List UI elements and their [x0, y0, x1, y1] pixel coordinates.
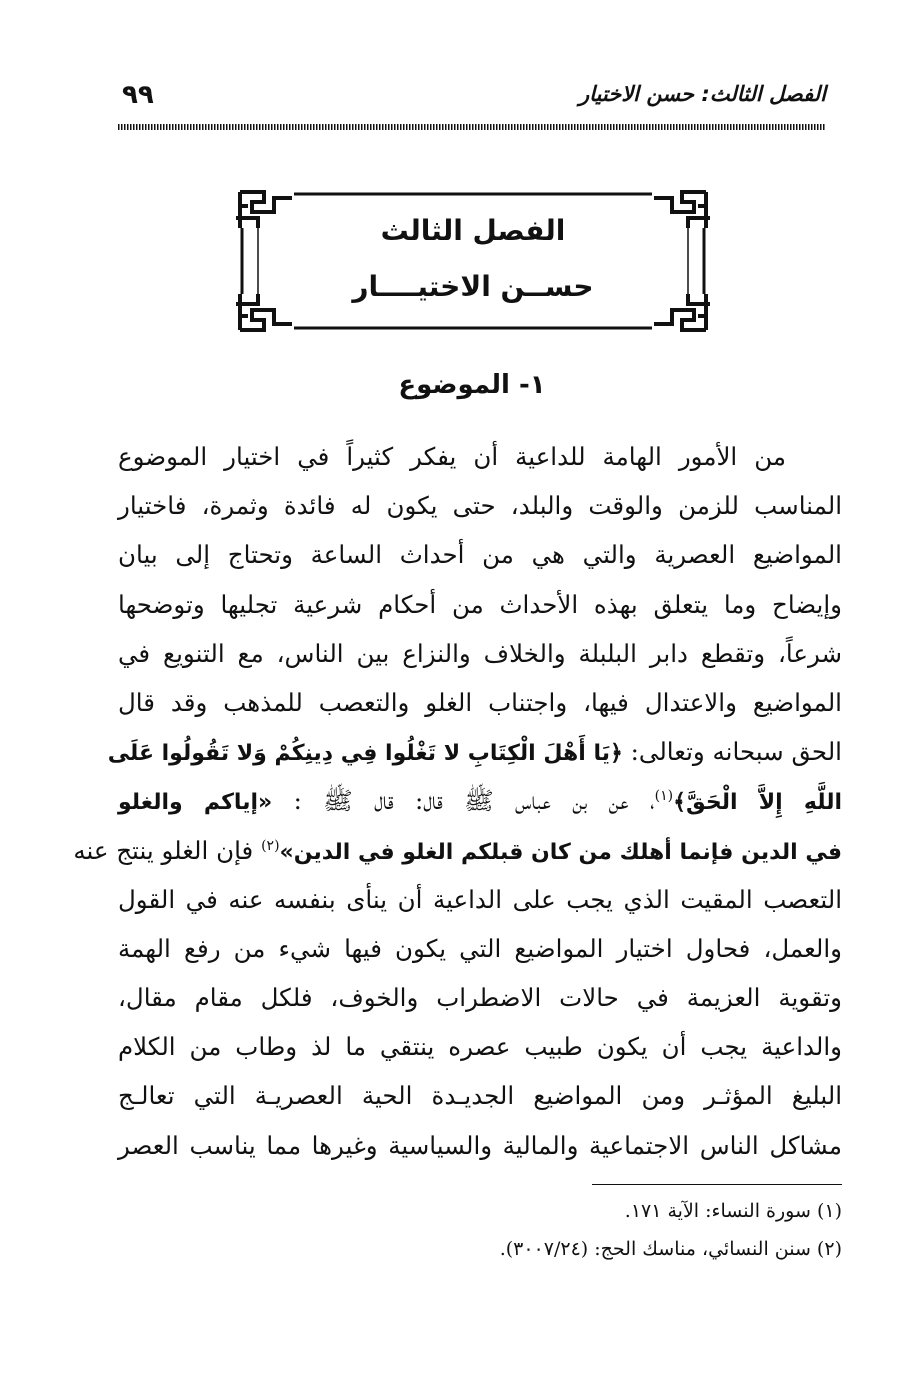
body-line	[118, 776, 842, 825]
page-header	[118, 80, 826, 120]
body-text	[73, 432, 842, 1170]
section-heading: ١- الموضوع	[398, 370, 546, 400]
header-rule	[118, 124, 826, 130]
body-line	[73, 826, 842, 875]
footnote: (٢) سنن النسائي، مناسك الحج: (٣٠٠٧/٢٤).	[499, 1238, 842, 1260]
body-line: البليغ المؤثـر ومن المواضيع الجديـدة الحية العصريـة التي تعالـج	[118, 1081, 842, 1111]
chapter-subtitle: حســن الاختيــــار	[352, 270, 594, 303]
body-line: شرعاً، وتقطع دابر البلبلة والخلاف والنزاع بين الناس، مع التنويع في	[118, 638, 842, 668]
body-text-span: فإن الغلو ينتج عنه	[73, 835, 262, 865]
footnotes	[122, 1196, 842, 1272]
footnote-ref: (١)	[654, 788, 674, 805]
footnote-rule	[592, 1184, 842, 1185]
body-line	[107, 727, 842, 776]
running-title: الفصل الثالث: حسن الاختيار	[579, 82, 826, 106]
body-line: وإيضاح وما يتعلق بهذه الأحداث من أحكام شرعية تجليها وتوضحها	[118, 589, 842, 619]
body-line: مشاكل الناس الاجتماعية والمالية والسياسية وغيرها مما يناسب العصر	[118, 1130, 842, 1160]
chapter-title-frame	[234, 188, 712, 334]
hadith-quote: «إياكم والغلو	[118, 790, 273, 816]
body-line: المواضيع والاعتدال فيها، واجتناب الغلو والتعصب للمذهب وقد قال	[118, 687, 842, 717]
body-line: والعمل، فحاول اختيار المواضيع التي يكون فيها شيء من رفع الهمة	[118, 933, 842, 963]
quran-verse: اللَّهِ إِلاَّ الْحَقَّ﴾	[673, 790, 842, 816]
body-line: من الأمور الهامة للداعية أن يفكر كثيراً في اختيار الموضوع	[118, 442, 786, 471]
footnote-ref: (٢)	[261, 837, 280, 854]
hadith-quote: في الدين فإنما أهلك من كان قبلكم الغلو في الدين»	[279, 839, 842, 865]
body-line: وتقوية العزيمة في حالات الاضطراب والخوف، فلكل مقام مقال،	[118, 983, 842, 1013]
chapter-title: الفصل الثالث	[380, 214, 566, 247]
body-text-span: ، عن بن عباس ﷺ قال: قال ﷺ :	[272, 786, 655, 816]
body-text-span: الحق سبحانه وتعالى:	[622, 737, 842, 767]
body-line: المواضيع العصرية والتي هي من أحداث الساعة وتحتاج إلى بيان	[118, 540, 842, 570]
ornamental-border	[234, 188, 712, 334]
page-number: ٩٩	[122, 80, 154, 110]
footnote: (١) سورة النساء: الآية ١٧١.	[624, 1200, 842, 1222]
body-line: والداعية يجب أن يكون طبيب عصره ينتقي ما لذ وطاب من الكلام	[118, 1032, 842, 1062]
body-line: التعصب المقيت الذي يجب على الداعية أن ينأى بنفسه عنه في القول	[118, 884, 842, 914]
body-line: المناسب للزمن والوقت والبلد، حتى يكون له فائدة وثمرة، فاختيار	[118, 491, 842, 521]
quran-verse: ﴿يَا أَهْلَ الْكِتَابِ لا تَغْلُوا فِي دِينِكُمْ وَلا تَقُولُوا عَلَى	[107, 741, 623, 767]
